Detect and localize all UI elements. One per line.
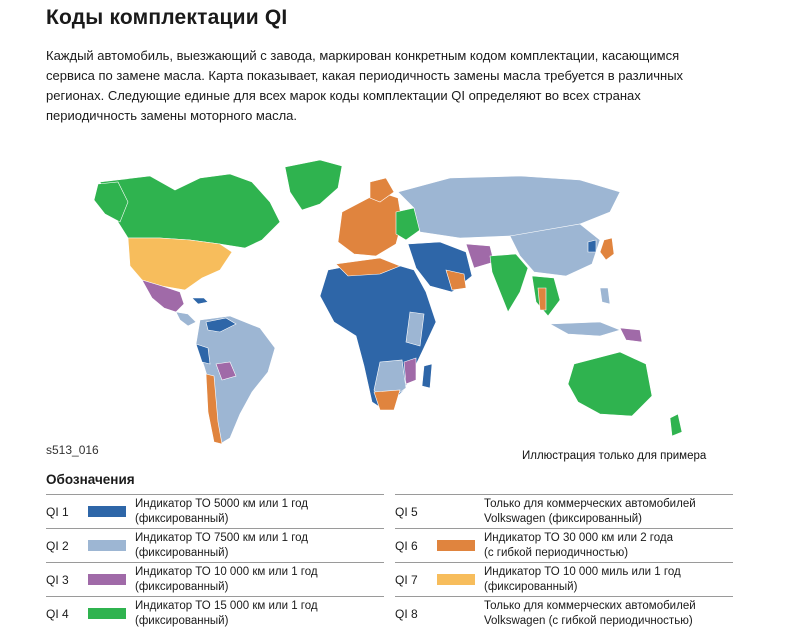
legend-swatch [437,506,475,517]
korea [588,240,596,252]
legend-row-qi8 [395,596,733,630]
intro-paragraph: Каждый автомобиль, выезжающий с завода, маркирован конкретным кодом комплектации, касающимся сервиса по замене масла. Карта показывает, какая периодичность замены масла требуется в различных регионах. Следующие единые для всех марок коды комплектации QI определяют во всех странах периодичность замены моторного масла. [46,48,684,123]
legend-code: QI 4 [46,606,69,621]
legend-right-column [395,494,733,630]
legend-text: Только для коммерческих автомобилей Volkswagen (с гибкой периодичностью) [484,599,696,627]
legend-row-qi1 [46,494,384,528]
legend-code: QI 6 [395,538,418,553]
legend-text: Только для коммерческих автомобилей Volkswagen (фиксированный) [484,497,696,525]
legend-text: Индикатор ТО 15 000 км или 1 год (фиксированный) [135,599,318,627]
legend-left-column [46,494,384,630]
legend-title: Обозначения [46,472,135,487]
madagascar [422,364,432,388]
south-africa [374,390,400,410]
world-map [80,152,720,452]
australia [568,352,652,416]
legend-text: Индикатор ТО 7500 км или 1 год (фиксированный) [135,531,308,559]
russia [398,176,620,238]
legend-row-qi3 [46,562,384,596]
legend-text: Индикатор ТО 10 000 миль или 1 год (фиксированный) [484,565,681,593]
legend-row-qi5 [395,494,733,528]
legend-code: QI 5 [395,504,418,519]
legend-swatch [88,506,126,517]
new-zealand [670,414,682,436]
europe [338,192,402,256]
legend-code: QI 2 [46,538,69,553]
mozambique [404,358,416,384]
canada [100,174,280,248]
india [490,254,528,312]
legend-swatch [88,540,126,551]
legend-row-qi4 [46,596,384,630]
legend-row-qi2 [46,528,384,562]
legend-swatch [437,574,475,585]
central-america [176,312,196,326]
image-code: s513_016 [46,443,99,457]
indonesia [550,322,620,336]
legend-swatch [88,608,126,619]
legend-text: Индикатор ТО 30 000 км или 2 года (с гибкой периодичностью) [484,531,673,559]
legend-code: QI 3 [46,572,69,587]
legend-code: QI 7 [395,572,418,587]
legend-row-qi6 [395,528,733,562]
caribbean [192,298,208,304]
thailand [538,288,546,310]
legend-code: QI 8 [395,606,418,621]
legend-swatch [437,608,475,619]
legend-row-qi7 [395,562,733,596]
japan [600,238,614,260]
new-guinea [620,328,642,342]
illustration-caption: Иллюстрация только для примера [522,450,707,462]
page-title: Коды комплектации QI [46,6,288,29]
legend-swatch [88,574,126,585]
legend-swatch [437,540,475,551]
legend-text: Индикатор ТО 5000 км или 1 год (фиксированный) [135,497,308,525]
philippines [600,288,610,304]
legend-text: Индикатор ТО 10 000 км или 1 год (фиксированный) [135,565,318,593]
legend-code: QI 1 [46,504,69,519]
greenland [285,160,342,210]
